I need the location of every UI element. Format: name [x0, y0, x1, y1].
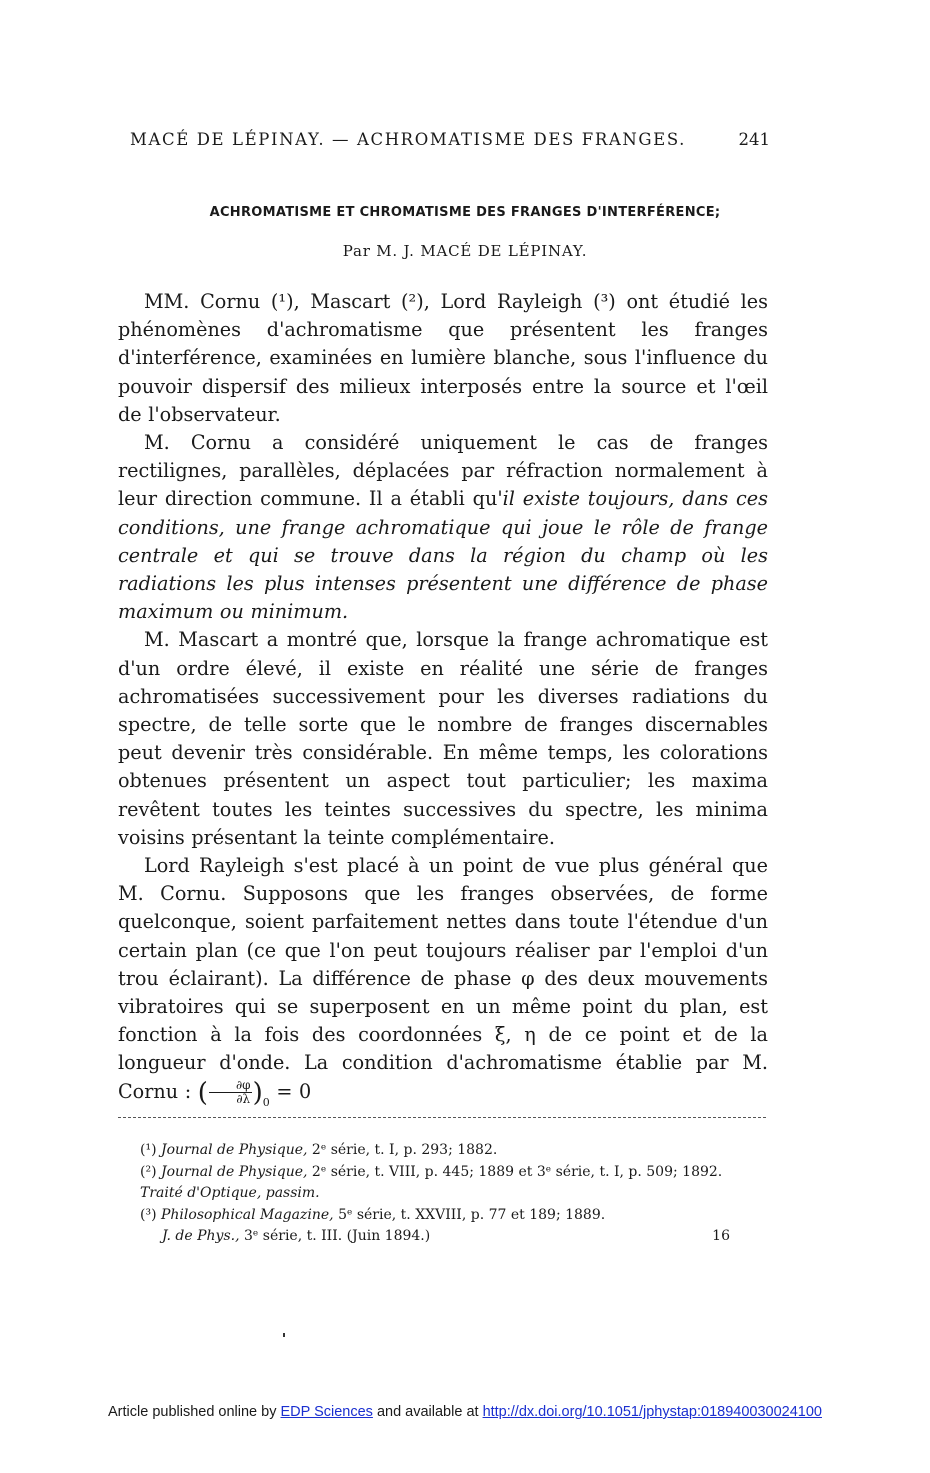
paragraph-1: MM. Cornu (¹), Mascart (²), Lord Rayleigh (³) ont étudié les phénomènes d'achromatisme que présentent les franges d'interférence, examinées en lumière blanche, sous l'influence du pouvoir dispersif des milieux interposés entre la source et l'œil de l'observateur.	[118, 290, 768, 426]
journal-signature-line	[162, 1228, 730, 1244]
footnote-1-journal: Journal de Physique,	[161, 1142, 308, 1158]
footnotes	[118, 1140, 768, 1226]
publisher-link[interactable]: EDP Sciences	[280, 1404, 373, 1420]
footer-prefix: Article published online by	[108, 1404, 277, 1420]
footnote-3	[118, 1205, 768, 1227]
paragraph-4-text: Lord Rayleigh s'est placé à un point de vue plus général que M. Cornu. Supposons que les franges observées, de forme quelconque, soient parfaitement nettes dans toute l'étendue d'un certain plan (ce que l'on peut toujours réaliser par l'emploi d'un trou éclairant). La différence de phase φ des deux mouvements vibratoires qui se superposent en un même point du plan, est fonction à la fois des coordonnées ξ, η de ce point et de la longueur d'onde. La condition d'achromatisme établie par M. Cornu :	[118, 854, 768, 1103]
article-author: Par M. J. MACÉ DE LÉPINAY.	[342, 242, 588, 260]
article-title: ACHROMATISME ET CHROMATISME DES FRANGES D'INTERFÉRENCE;	[209, 205, 721, 220]
paragraph-2-italic: il existe toujours, dans ces conditions, une frange achromatique qui joue le rôle de frange centrale et qui se trouve dans la région du champ où les radiations les plus intenses présentent une différence de phase maximum ou minimum.	[118, 487, 768, 624]
footnote-2-mark: (²)	[140, 1163, 157, 1180]
formula-numerator: ∂φ	[209, 1079, 252, 1093]
paragraph-2	[118, 429, 768, 626]
journal-issue: 3ᵉ série, t. III. (Juin 1894.)	[244, 1228, 431, 1244]
formula-subscript: 0	[262, 1095, 270, 1109]
formula-denominator: ∂λ	[236, 1092, 251, 1107]
footnote-2	[118, 1162, 768, 1205]
journal-name: J. de Phys.,	[162, 1228, 240, 1244]
footnote-2-text: 2ᵉ série, t. VIII, p. 445; 1889 et 3ᵉ série, t. I, p. 509; 1892.	[311, 1163, 723, 1180]
formula: ( $\frac{\partial\varphi}{\partial\lambda}$ )$_0 = 0$	[197, 1077, 312, 1109]
footnote-2-journal: Journal de Physique,	[161, 1163, 308, 1180]
running-header	[130, 130, 770, 149]
paragraph-2-text: M. Cornu a considéré uniquement le cas de franges rectilignes, parallèles, déplacées par réfraction normalement à leur direction commune. Il a établi qu'	[118, 431, 768, 511]
footnote-1-mark: (¹)	[140, 1142, 157, 1158]
doi-link[interactable]: http://dx.doi.org/10.1051/jphystap:018940030024100	[482, 1404, 822, 1420]
footnote-1-text: 2ᵉ série, t. I, p. 293; 1882.	[311, 1142, 498, 1158]
formula-fraction	[209, 1079, 252, 1106]
publication-footer	[0, 1404, 930, 1420]
footnote-1	[118, 1140, 768, 1162]
page-number: 241	[738, 130, 770, 149]
footnote-3-journal: Philosophical Magazine,	[161, 1206, 334, 1223]
paragraph-3: M. Mascart a montré que, lorsque la frange achromatique est d'un ordre élevé, il existe en réalité une série de franges achromatisées successivement pour les diverses radiations du spectre, de telle sorte que le nombre de franges discernables peut devenir très considérable. En même temps, les colorations obtenues présentent un aspect tout particulier; les maxima revêtent toutes les teintes successives du spectre, les minima voisins présentant la teinte complémentaire.	[118, 628, 768, 849]
scan-speck	[283, 1333, 285, 1337]
paragraph-4	[118, 852, 768, 1117]
article-body	[118, 288, 768, 1117]
footer-middle: and available at	[376, 1404, 479, 1420]
running-title: MACÉ DE LÉPINAY. — ACHROMATISME DES FRANGES.	[130, 130, 686, 149]
formula-rhs: = 0	[276, 1079, 312, 1103]
footnote-divider	[118, 1117, 766, 1118]
footnote-2-italic: Traité d'Optique, passim.	[140, 1185, 320, 1201]
footnote-3-text: 5ᵉ série, t. XXVIII, p. 77 et 189; 1889.	[338, 1206, 606, 1223]
footnote-3-mark: (³)	[140, 1206, 157, 1223]
signature-number: 16	[712, 1228, 730, 1244]
